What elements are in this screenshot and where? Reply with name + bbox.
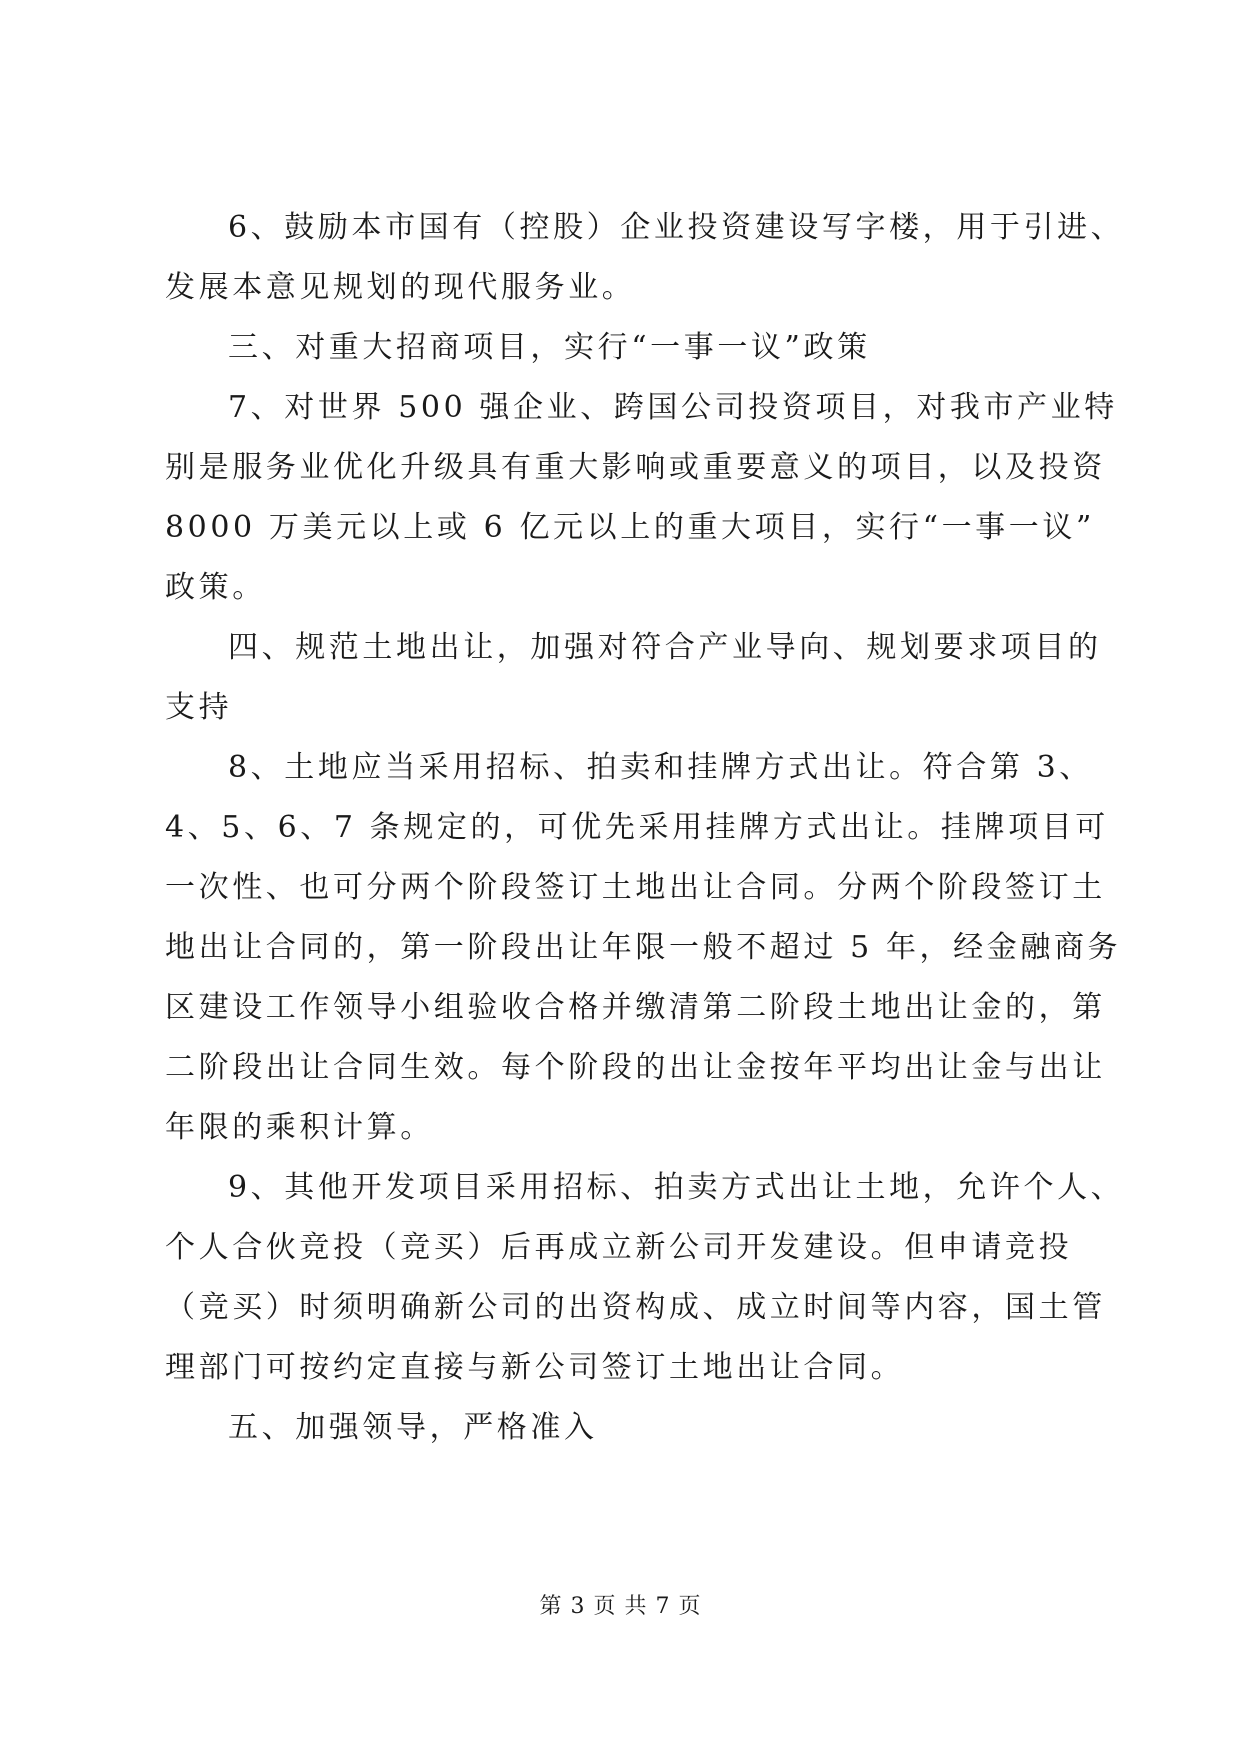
text-line: 9、其他开发项目采用招标、拍卖方式出让土地，允许个人、 — [228, 1170, 1125, 1205]
text-line: 8、土地应当采用招标、拍卖和挂牌方式出让。符合第 3、 — [228, 750, 1093, 785]
text-line: 一次性、也可分两个阶段签订土地出让合同。分两个阶段签订土 — [165, 870, 1106, 905]
section-heading: 三、对重大招商项目，实行“一事一议”政策 — [228, 330, 871, 365]
text-line: 年限的乘积计算。 — [165, 1110, 434, 1145]
text-line: 二阶段出让合同生效。每个阶段的出让金按年平均出让金与出让 — [165, 1050, 1106, 1085]
text-line: 理部门可按约定直接与新公司签订土地出让合同。 — [165, 1350, 905, 1385]
text-line: 7、对世界 500 强企业、跨国公司投资项目，对我市产业特 — [228, 390, 1118, 425]
text-line: 个人合伙竞投（竞买）后再成立新公司开发建设。但申请竞投 — [165, 1230, 1073, 1265]
section-heading: 四、规范土地出让，加强对符合产业导向、规划要求项目的 — [228, 630, 1102, 665]
text-line: 8000 万美元以上或 6 亿元以上的重大项目，实行“一事一议” — [165, 510, 1095, 545]
text-line: 6、鼓励本市国有（控股）企业投资建设写字楼，用于引进、 — [228, 210, 1125, 245]
text-line: 4、5、6、7 条规定的，可优先采用挂牌方式出让。挂牌项目可 — [165, 810, 1109, 845]
text-line: 发展本意见规划的现代服务业。 — [165, 270, 636, 305]
page-number-footer: 第 3 页 共 7 页 — [539, 1594, 702, 1619]
text-line: 地出让合同的，第一阶段出让年限一般不超过 5 年，经金融商务 — [165, 930, 1122, 965]
text-line: （竞买）时须明确新公司的出资构成、成立时间等内容，国土管 — [165, 1290, 1106, 1325]
section-heading: 五、加强领导，严格准入 — [228, 1410, 598, 1445]
text-line: 政策。 — [165, 570, 266, 605]
text-line: 别是服务业优化升级具有重大影响或重要意义的项目，以及投资 — [165, 450, 1106, 485]
section-heading-continued: 支持 — [165, 690, 233, 725]
text-line: 区建设工作领导小组验收合格并缴清第二阶段土地出让金的，第 — [165, 990, 1106, 1025]
